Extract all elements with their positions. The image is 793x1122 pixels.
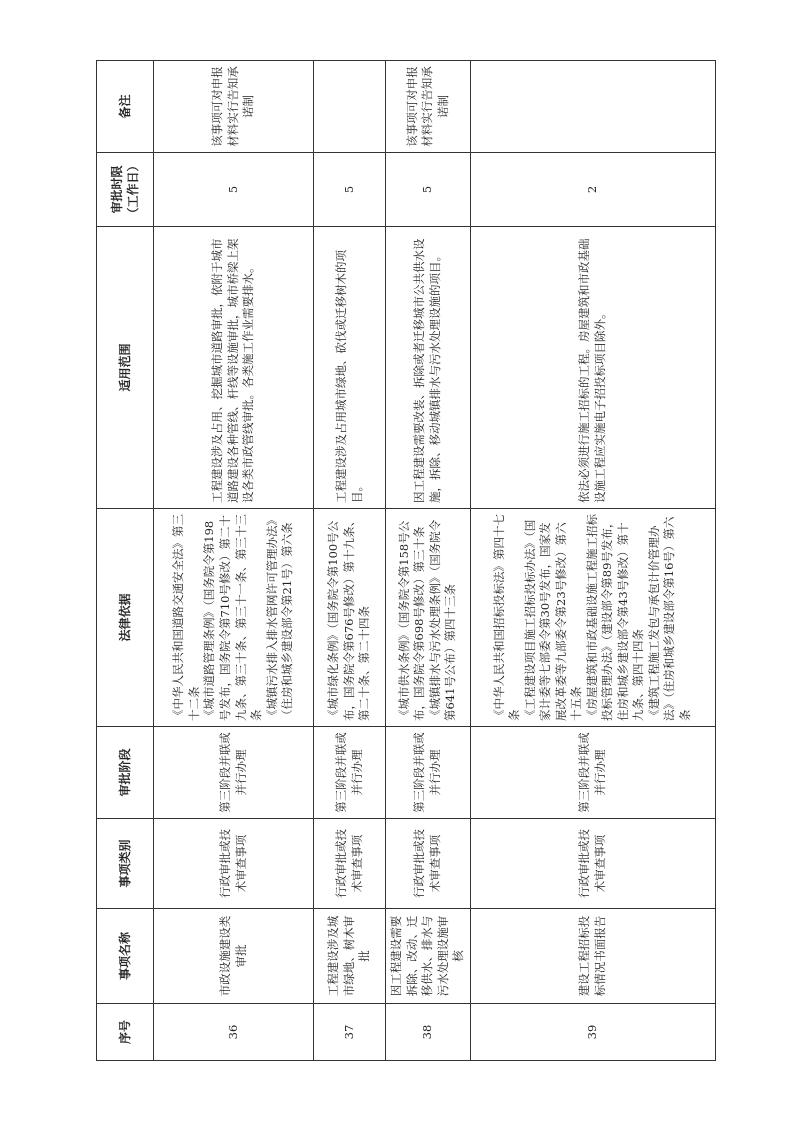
cell-name: 因工程建设需要拆除、改动、迁移供水、排水与污水处理设施审核 — [386, 909, 471, 1004]
cell-seq: 39 — [470, 1004, 715, 1061]
cell-stage: 第三阶段并联或并行办理 — [386, 727, 471, 819]
header-basis: 法律依据 — [97, 509, 154, 727]
cell-scope: 因工程建设需要改装、拆除或者迁移城市公共供水设施，拆除、移动城镇排水与污水处理设施的项目。 — [386, 227, 471, 509]
cell-type: 行政审批或技术审查事项 — [386, 819, 471, 909]
cell-note — [470, 61, 715, 153]
cell-scope: 工程建设涉及占用、挖掘城市道路审批，依附于城市道路建设各种管线、杆线等设施审批，城市桥梁上架设各类市政管线审批。各类施工作业需要排水。 — [154, 227, 314, 509]
basis-line: 《城市供水条例》（国务院令第158号公布，国务院令第698号修改）第三十条 — [396, 520, 427, 721]
cell-seq: 37 — [314, 1004, 386, 1061]
cell-scope: 依法必须进行施工招标的工程。房屋建筑和市政基础设施工程应实施电子招投标项目除外。 — [470, 227, 715, 509]
basis-line: 《中华人民共和国道路交通安全法》第三十二条 — [171, 514, 201, 721]
basis-line: 《建筑工程施工发包与承包计价管理办法》（住房和城乡建设部令第16号）第六条 — [646, 516, 692, 721]
header-type: 事项类别 — [97, 819, 154, 909]
cell-basis — [154, 509, 314, 727]
cell-days: 2 — [470, 153, 715, 227]
basis-line: 《房屋建筑和市政基础设施工程施工招标投标管理办法》（建设部令第89号发布，住房和城乡建设部令第43号修改）第十九条、第四十四条 — [584, 514, 646, 721]
approval-items-table — [96, 60, 716, 1061]
header-note: 备注 — [97, 61, 154, 153]
cell-seq: 38 — [386, 1004, 471, 1061]
cell-name: 建设工程招标投标情况书面报告 — [470, 909, 715, 1004]
cell-type: 行政审批或技术审查事项 — [154, 819, 314, 909]
table-row — [386, 61, 471, 1061]
table-row — [470, 61, 715, 1061]
cell-basis — [314, 509, 386, 727]
cell-name: 市政设施建设类审批 — [154, 909, 314, 1004]
rotated-table-wrapper — [96, 61, 697, 1061]
basis-line: 《城市绿化条例》（国务院令第100号公布，国务院令第676号修改）第十九条、第二十条、第二十四条 — [326, 515, 372, 721]
header-stage: 审批阶段 — [97, 727, 154, 819]
table-row — [314, 61, 386, 1061]
basis-line: 《工程建设项目施工招标投标办法》（国家计委等七部委令第30号发布，国家发展改革委等九部委令第23号修改）第六十五条 — [522, 519, 584, 721]
table-row — [154, 61, 314, 1061]
cell-scope: 工程建设涉及占用城市绿地、砍伐或迁移树木的项目。 — [314, 227, 386, 509]
cell-note: 该事项可对申报材料实行告知承诺制 — [154, 61, 314, 153]
cell-note: 该事项可对申报材料实行告知承诺制 — [386, 61, 471, 153]
header-name: 事项名称 — [97, 909, 154, 1004]
cell-stage: 第三阶段并联或并行办理 — [154, 727, 314, 819]
cell-days: 5 — [386, 153, 471, 227]
basis-line: 《中华人民共和国招标投标法》第四十七条 — [491, 514, 522, 721]
header-scope: 适用范围 — [97, 227, 154, 509]
cell-basis — [386, 509, 471, 727]
cell-note — [314, 61, 386, 153]
cell-name: 工程建设涉及城市绿地、树木审批 — [314, 909, 386, 1004]
basis-line: 《城镇污水排入排水管网许可管理办法》（住房和城乡建设部令第21号）第六条 — [264, 514, 295, 721]
cell-type: 行政审批或技术审查事项 — [314, 819, 386, 909]
table-header-row — [97, 61, 154, 1061]
cell-basis — [470, 509, 715, 727]
header-days: 审批时限（工作日） — [97, 153, 154, 227]
cell-seq: 36 — [154, 1004, 314, 1061]
basis-line: 《城镇排水与污水处理条例》（国务院令第641号公布）第四十三条 — [427, 519, 458, 721]
cell-type: 行政审批或技术审查事项 — [470, 819, 715, 909]
cell-stage: 第三阶段并联或并行办理 — [470, 727, 715, 819]
cell-days: 5 — [314, 153, 386, 227]
basis-line: 《城市道路管理条例》（国务院令第198号发布，国务院令第710号修改）第二十九条、第三十条、第三十一条、第三十三条 — [202, 514, 264, 721]
header-seq: 序号 — [97, 1004, 154, 1061]
cell-days: 5 — [154, 153, 314, 227]
cell-stage: 第三阶段并联或并行办理 — [314, 727, 386, 819]
